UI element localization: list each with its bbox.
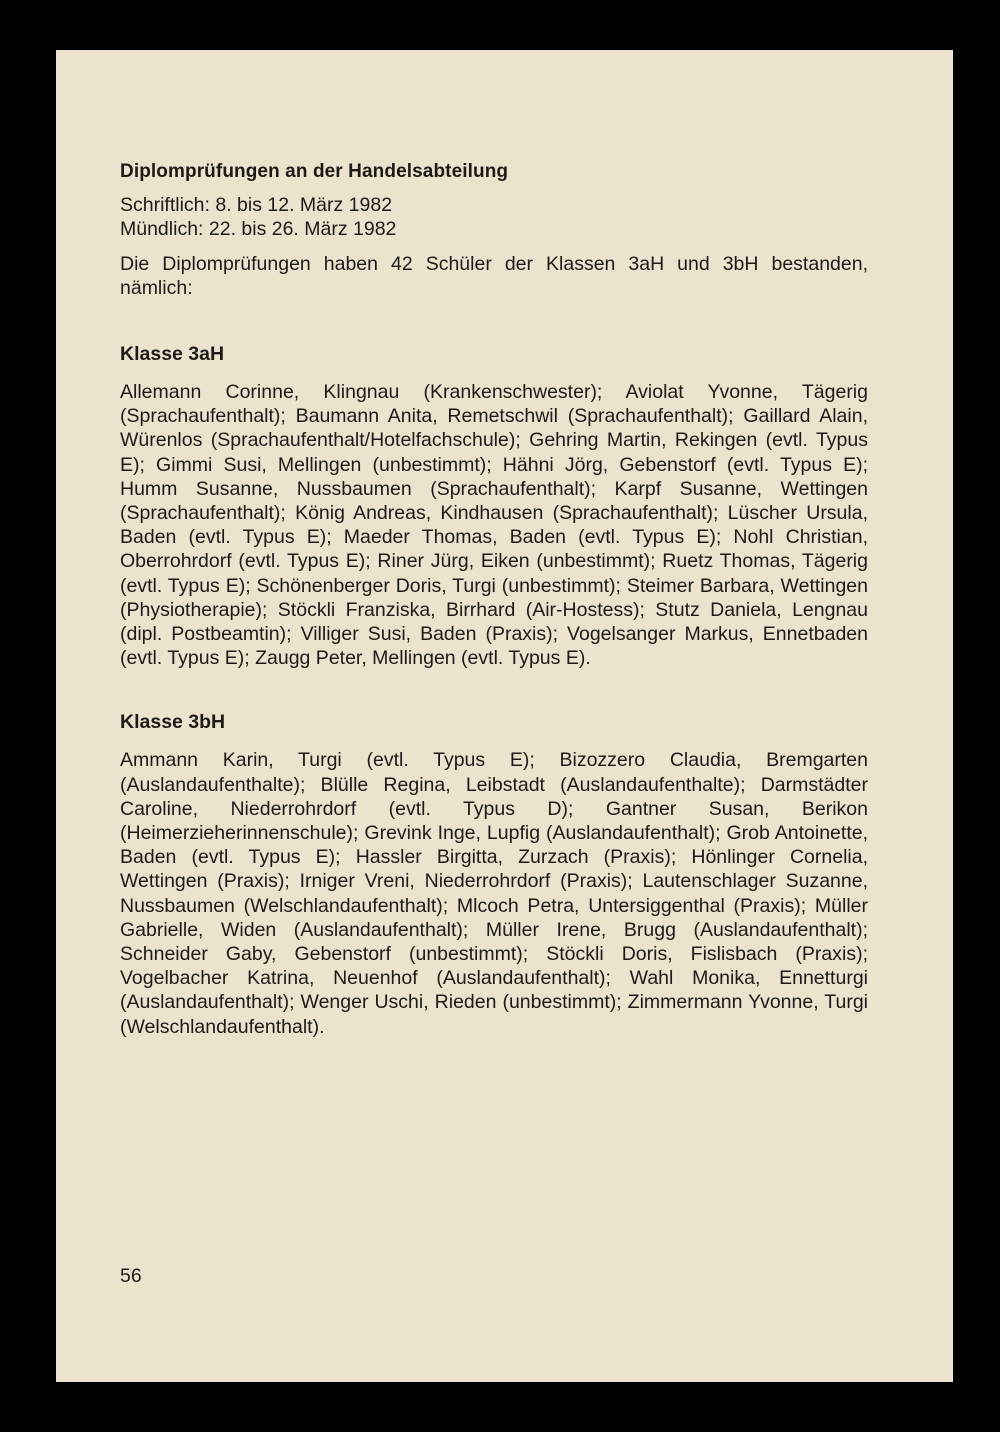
class-heading-3ah: Klasse 3aH bbox=[120, 343, 225, 365]
student-list-3ah: Allemann Corinne, Klingnau (Krankenschwester); Aviolat Yvonne, Tägerig (Sprachaufenthalt); Baumann Anita, Remetschwil (Sprachaufenthalt); Gaillard Alain, Würenlos (Sprachaufenthalt/Hotelfachschule); Gehring Martin, Rekingen (evtl. Typus E); Gimmi Susi, Mellingen (unbestimmt); Hähni Jörg, Gebenstorf (evtl. Typus E); Humm Susanne, Nussbaumen (Sprachaufenthalt); Karpf Susanne, Wettingen (Sprachaufenthalt); König Andreas, Kindhausen (Sprachaufenthalt); Lüscher Ursula, Baden (evtl. Typus E); Maeder Thomas, Baden (evtl. Typus E); Nohl Christian, Oberrohrdorf (evtl. Typus E); Riner Jürg, Eiken (unbestimmt); Ruetz Thomas, Tägerig (evtl. Typus E); Schönenberger Doris, Turgi (unbestimmt); Steimer Barbara, Wettingen (Physiotherapie); Stöckli Franziska, Birrhard (Air-Hostess); Stutz Daniela, Lengnau (dipl. Postbeamtin); Villiger Susi, Baden (Praxis); Vogelsanger Markus, Ennetbaden (evtl. Typus E); Zaugg Peter, Mellingen (evtl. Typus E). bbox=[120, 381, 868, 670]
date-oral: Mündlich: 22. bis 26. März 1982 bbox=[120, 218, 397, 240]
student-list-3bh: Ammann Karin, Turgi (evtl. Typus E); Bizozzero Claudia, Bremgarten (Auslandaufenthalte); Blülle Regina, Leibstadt (Auslandaufenthalte); Darmstädter Caroline, Niederrohrdorf (evtl. Typus D); Gantner Susan, Berikon (Heimerzieherinnenschule); Grevink Inge, Lupfig (Auslandaufenthalt); Grob Antoinette, Baden (evtl. Typus E); Hassler Birgitta, Zurzach (Praxis); Hönlinger Cornelia, Wettingen (Praxis); Irniger Vreni, Niederrohrdorf (Praxis); Lautenschlager Suzanne, Nussbaumen (Welschlandaufenthalt); Mlcoch Petra, Untersiggenthal (Praxis); Müller Gabrielle, Widen (Auslandaufenthalt); Müller Irene, Brugg (Auslandaufenthalt); Schneider Gaby, Gebenstorf (unbestimmt); Stöckli Doris, Fislisbach (Praxis); Vogelbacher Katrina, Neuenhof (Auslandaufenthalt); Wahl Monika, Ennetturgi (Auslandaufenthalt); Wenger Uschi, Rieden (unbestimmt); Zimmermann Yvonne, Turgi (Welschlandaufenthalt). bbox=[120, 749, 868, 1038]
date-written: Schriftlich: 8. bis 12. März 1982 bbox=[120, 194, 393, 216]
class-heading-3bh: Klasse 3bH bbox=[120, 711, 226, 734]
document-page bbox=[56, 50, 953, 1382]
page-content bbox=[120, 160, 868, 1039]
intro-paragraph: Die Diplomprüfungen haben 42 Schüler der Klassen 3aH und 3bH bestanden, nämlich: bbox=[120, 253, 868, 299]
page-title: Diplomprüfungen an der Handelsabteilung bbox=[120, 161, 509, 182]
page-number: 56 bbox=[120, 1265, 142, 1287]
